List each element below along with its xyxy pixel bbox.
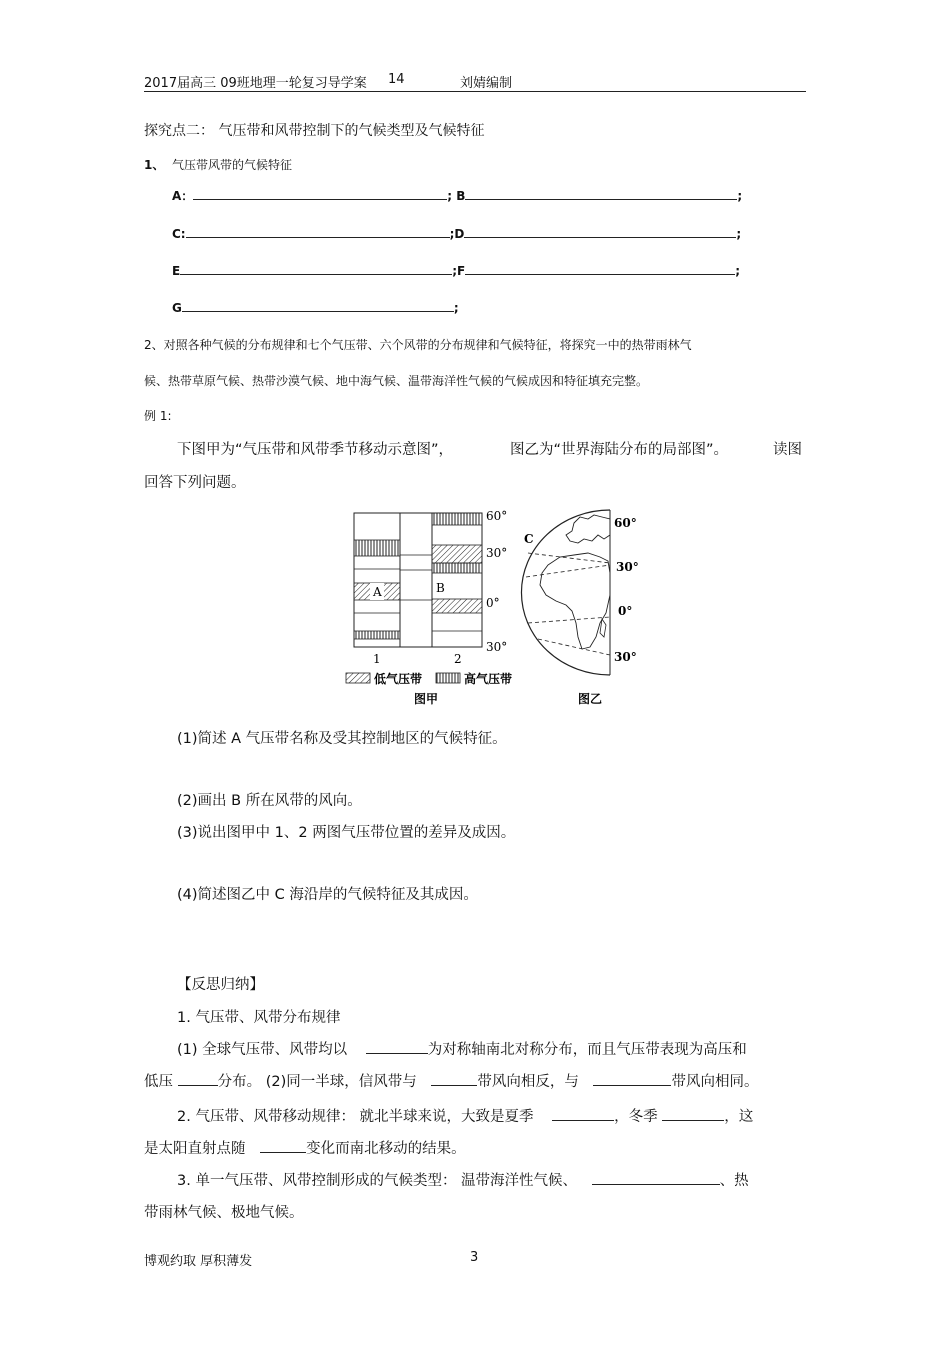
blank-a[interactable]	[193, 187, 447, 200]
q1-row-e-f-label: ;F	[452, 264, 466, 278]
blank-distribution[interactable]	[178, 1073, 218, 1086]
blank-f[interactable]	[465, 262, 735, 275]
jia-col-label-1: 1	[373, 652, 381, 666]
yi-letter-c: C	[524, 532, 534, 546]
header-course: 2017届高三 09班地理一轮复习导学案	[144, 76, 367, 91]
blank-wind2[interactable]	[593, 1073, 671, 1086]
legend-low-swatch	[346, 673, 370, 683]
figure-yi	[518, 505, 648, 710]
summary-item3	[177, 1169, 749, 1190]
summary-item2-2-b: 变化而南北移动的结果。	[306, 1141, 466, 1157]
summary-item2-c: ，这	[724, 1109, 754, 1125]
yi-europe	[566, 515, 610, 543]
q1-number: 1、	[144, 158, 165, 172]
jia-lat-0: 0°	[486, 596, 500, 610]
blank-wind1[interactable]	[431, 1073, 477, 1086]
question-1: (1)简述 A 气压带名称及受其控制地区的气候特征。	[177, 731, 507, 747]
blank-g[interactable]	[182, 299, 454, 312]
q1-row-c	[172, 225, 741, 241]
jia-lat-60: 60°	[486, 509, 508, 523]
q1-row-g	[172, 299, 459, 315]
summary-item1: 1. 气压带、风带分布规律	[177, 1010, 341, 1026]
question-4: (4)简述图乙中 C 海沿岸的气候特征及其成因。	[177, 887, 478, 903]
header-rule	[144, 91, 806, 92]
header-author: 刘婧编制	[460, 76, 513, 91]
jia-col-label-2: 2	[454, 652, 462, 666]
legend-high-swatch	[436, 673, 460, 683]
footer-motto: 博观约取 厚积薄发	[144, 1254, 253, 1269]
q1-row-g-end: ;	[453, 301, 459, 315]
summary-item2-b: ，冬季	[614, 1109, 658, 1125]
blank-e[interactable]	[180, 262, 452, 275]
question-3: (3)说出图甲中 1、2 两图气压带位置的差异及成因。	[177, 825, 516, 841]
header-number: 14	[388, 72, 405, 87]
jia-lat-30n: 30°	[486, 546, 508, 560]
q1-label: 气压带风带的气候特征	[172, 158, 293, 172]
jia-letter-b: B	[436, 581, 445, 595]
yi-lat-60: 60°	[614, 516, 637, 530]
q1-row-a-label: A：	[172, 189, 194, 203]
q1-row-c-end: ;	[736, 227, 742, 241]
jia-caption: 图甲	[414, 692, 439, 706]
summary-title: 【反思归纳】	[177, 977, 264, 993]
example-intro-2: 回答下列问题。	[144, 475, 246, 491]
q1-row-g-label: G	[172, 301, 182, 315]
summary-item1-2-c: 带风向相反，与	[477, 1074, 579, 1090]
summary-item3-a: 3. 单一气压带、风带控制形成的气候类型： 温带海洋性气候、	[177, 1173, 578, 1189]
example-intro-c: 读图	[773, 442, 802, 458]
blank-axis[interactable]	[366, 1041, 428, 1054]
summary-item1-1-b: 为对称轴南北对称分布，而且气压带表现为高压和	[427, 1042, 747, 1058]
yi-caption: 图乙	[578, 692, 603, 706]
jia-lat-30s: 30°	[486, 640, 508, 654]
q1-row-e-end: ;	[735, 264, 741, 278]
jia-col1	[354, 513, 400, 647]
blank-summer[interactable]	[552, 1108, 614, 1121]
yi-lat-30s: 30°	[614, 650, 637, 664]
summary-item2	[177, 1105, 753, 1126]
summary-item1-2-a: 低压	[144, 1074, 173, 1090]
blank-season[interactable]	[260, 1140, 306, 1153]
q1-row-a-b-label: ; B	[447, 189, 466, 203]
blank-d[interactable]	[464, 225, 736, 238]
page-number: 3	[470, 1250, 479, 1265]
yi-lat-0: 0°	[618, 604, 633, 618]
summary-item1-2-d: 带风向相同。	[671, 1074, 759, 1090]
blank-b[interactable]	[465, 187, 737, 200]
yi-africa	[540, 553, 610, 649]
q1-row-c-d-label: ;D	[449, 227, 465, 241]
summary-item1-1	[177, 1038, 747, 1059]
summary-item2-a: 2. 气压带、风带移动规律： 就北半球来说，大致是夏季	[177, 1109, 534, 1125]
summary-item2-2	[144, 1137, 466, 1158]
q1-row-a	[172, 187, 742, 204]
jia-col1-high1	[354, 540, 400, 556]
yi-lat-30n: 30°	[616, 560, 639, 574]
jia-col2-high1	[432, 513, 482, 525]
legend-low-label: 低气压带	[374, 672, 423, 686]
summary-item3-b: 、热	[719, 1173, 749, 1189]
example-intro-b: 图乙为“世界海陆分布的局部图”。	[510, 442, 729, 458]
jia-letter-a: A	[373, 585, 382, 599]
example-label: 例 1:	[144, 409, 172, 423]
question-2: (2)画出 B 所在风带的风向。	[177, 793, 362, 809]
blank-winter[interactable]	[662, 1108, 724, 1121]
summary-item1-2-b: 分布。 (2)同一半球，信风带与	[217, 1074, 417, 1090]
q1-row-c-label: C:	[172, 227, 186, 241]
summary-item1-1-a: (1) 全球气压带、风带均以	[177, 1042, 348, 1058]
figure-jia	[340, 505, 530, 710]
q1-row-a-end: ;	[737, 189, 743, 203]
q2-line1: 2、对照各种气候的分布规律和七个气压带、六个风带的分布规律和气候特征，将探究一中的热带雨林气	[144, 338, 692, 352]
q1-row-e	[172, 262, 740, 278]
jia-col2-low1	[432, 545, 482, 563]
jia-col2-low2	[432, 599, 482, 613]
q1-row-e-label: E	[172, 264, 181, 278]
blank-c[interactable]	[186, 225, 450, 238]
jia-col1-high2	[354, 631, 400, 639]
jia-col2-high2	[432, 563, 482, 573]
summary-item3-2: 带雨林气候、极地气候。	[144, 1205, 304, 1221]
example-intro-a: 下图甲为“气压带和风带季节移动示意图”，	[177, 442, 454, 458]
q2-line2: 候、热带草原气候、热带沙漠气候、地中海气候、温带海洋性气候的气候成因和特征填充完整。	[144, 374, 649, 388]
summary-item1-2	[144, 1070, 758, 1091]
blank-climate[interactable]	[592, 1172, 720, 1185]
section-title: 探究点二： 气压带和风带控制下的气候类型及气候特征	[144, 123, 485, 139]
legend-high-label: 高气压带	[464, 672, 513, 686]
summary-item2-2-a: 是太阳直射点随	[144, 1141, 246, 1157]
